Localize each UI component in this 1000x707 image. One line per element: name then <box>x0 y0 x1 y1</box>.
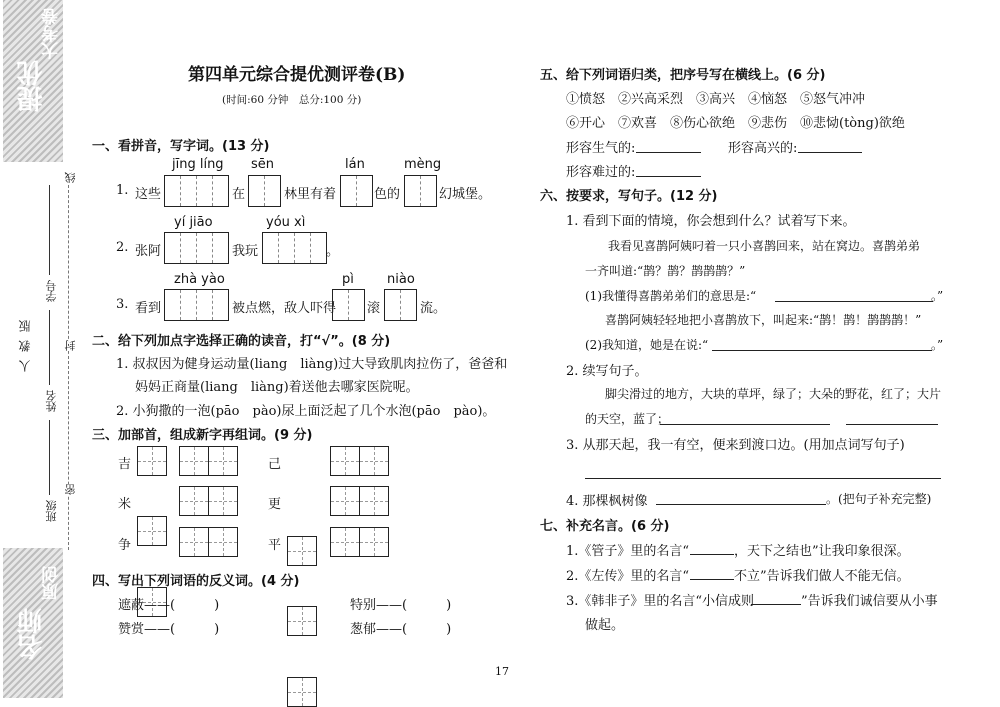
s6-passage-3: 喜鹊阿姨轻轻地把小喜鹊放下，叫起来:“鹊！鹊！鹊鹊鹊！” <box>605 313 922 327</box>
pinyin-jingling: jīng líng <box>172 157 224 172</box>
s6-answer-2-blank[interactable] <box>712 335 932 351</box>
brand-bottom-title: 名师 <box>17 608 47 660</box>
radical-box-geng[interactable] <box>287 606 317 636</box>
word-boxes-ji2[interactable] <box>330 446 389 476</box>
s7-blank-1[interactable] <box>690 539 734 555</box>
s6-continue-blank-2[interactable] <box>846 409 938 425</box>
pinyin-meng: mèng <box>404 157 442 172</box>
sidebar <box>0 0 77 698</box>
s2-line-1: 1. 叔叔因为健身运动量(liang liàng)过大导致肌肉拉伤了，爸爸和 <box>116 357 508 372</box>
s6-answer-1-end: 。” <box>931 289 944 303</box>
section-2-heading: 二、给下列加点字选择正确的读音，打“√”。(8 分) <box>92 334 391 349</box>
class-field-label: 班级 <box>45 500 58 522</box>
word-boxes-ji-1[interactable] <box>179 446 238 476</box>
radical-box-ji2[interactable] <box>287 536 317 566</box>
name-field-line <box>49 310 50 385</box>
s6-answer-2-end: 。” <box>931 338 944 352</box>
antonym-item-4[interactable]: 葱郁——( ) <box>350 622 452 637</box>
answer-grid-youxi[interactable] <box>262 232 327 264</box>
s5-happy-blank[interactable] <box>798 136 862 153</box>
radical-char-geng: 更 <box>268 497 282 512</box>
s5-word-row-1: ①愤怒 ②兴高采烈 ③高兴 ④恼怒 ⑤怒气冲冲 <box>566 92 866 107</box>
s6-continue-blank-1[interactable] <box>660 409 830 425</box>
radical-char-ji2: 己 <box>268 457 282 472</box>
name-field-label: 姓名 <box>45 390 58 412</box>
word-boxes-zheng-1[interactable] <box>179 527 238 557</box>
brand-title: 提优 <box>17 60 47 112</box>
section-3-heading: 三、加部首，组成新字再组词。(9 分) <box>92 428 313 443</box>
section-7-heading: 七、补充名言。(6 分) <box>540 519 670 534</box>
s5-angry-blank[interactable] <box>636 136 701 153</box>
q2-num: 2. <box>116 240 129 255</box>
section-5-heading: 五、给下列词语归类，把序号写在横线上。(6 分) <box>540 68 826 83</box>
section-6-heading: 六、按要求，写句子。(12 分) <box>540 189 718 204</box>
s6-passage-4: 脚尖滑过的地方，大块的草坪，绿了；大朵的野花，红了；大片 <box>605 387 942 401</box>
radical-box-mi[interactable] <box>137 516 167 546</box>
s6-passage-5: 的天空，蓝了； <box>585 412 670 426</box>
radical-box-ping[interactable] <box>287 677 317 707</box>
answer-grid-jingling[interactable] <box>164 175 229 207</box>
answer-grid-zhayao[interactable] <box>164 289 229 321</box>
word-boxes-ping[interactable] <box>330 527 389 557</box>
pinyin-yijiao: yí jiāo <box>174 215 213 230</box>
pinyin-zhayao: zhà yào <box>174 272 225 287</box>
brand-band-bottom <box>3 548 63 698</box>
q1-text-4: 色的 <box>374 187 401 202</box>
answer-grid-meng[interactable] <box>404 175 437 207</box>
s6-q4: 4. 那棵枫树像 <box>566 494 648 509</box>
s6-q1: 1. 看到下面的情境，你会想到什么？试着写下来。 <box>566 214 856 229</box>
word-boxes-geng[interactable] <box>330 486 389 516</box>
s5-sad-label: 形容难过的: <box>566 165 636 180</box>
s6-answer-1-prompt: (1)我懂得喜鹊弟弟们的意思是:“ <box>585 289 757 303</box>
class-field-line <box>49 420 50 495</box>
brand-band-top <box>3 0 63 162</box>
q1-num: 1. <box>116 183 129 198</box>
q1-text-2: 在 <box>232 187 246 202</box>
cut-mark-seal: 封 <box>64 340 77 351</box>
s7-line-1-a: 1.《管子》里的名言“ <box>566 544 690 559</box>
pinyin-lan: lán <box>345 157 365 172</box>
radical-char-ping: 平 <box>268 538 282 553</box>
answer-grid-pi[interactable] <box>332 289 365 321</box>
q2-text-1: 张阿 <box>135 244 162 259</box>
id-field-label: 学号 <box>45 280 58 302</box>
q3-text-2: 被点燃，敌人吓得 <box>232 301 337 316</box>
s2-line-2: 妈妈正商量(liang liàng)着送他去哪家医院呢。 <box>135 380 419 395</box>
q3-text-1: 看到 <box>135 301 162 316</box>
answer-grid-niao[interactable] <box>384 289 417 321</box>
s7-blank-3[interactable] <box>751 589 801 605</box>
s2-line-3: 2. 小狗撒的一泡(pāo pào)尿上面泛起了几个水泡(pāo pào)。 <box>116 404 496 419</box>
pinyin-youxi: yóu xì <box>266 215 306 230</box>
s7-line-1-b: ，天下之结也”让我印象很深。 <box>734 544 910 559</box>
s6-q4-blank[interactable] <box>656 489 826 505</box>
s7-line-3-a: 3.《韩非子》里的名言“小信成则 <box>566 594 755 609</box>
q1-text-5: 幻城堡。 <box>439 187 492 202</box>
section-1-heading: 一、看拼音，写字词。(13 分) <box>92 139 270 154</box>
answer-grid-lan[interactable] <box>340 175 373 207</box>
s6-q4-end: 。(把句子补充完整) <box>826 492 932 506</box>
s7-line-2-a: 2.《左传》里的名言“ <box>566 569 690 584</box>
s6-answer-2-prompt: (2)我知道，她是在说:“ <box>585 338 709 352</box>
cut-mark-secret: 密 <box>64 484 77 495</box>
q3-num: 3. <box>116 297 129 312</box>
id-field-line <box>49 185 50 275</box>
pinyin-niao: niào <box>387 272 415 287</box>
radical-box-ji[interactable] <box>137 446 167 476</box>
brand-subtitle: 大考卷 <box>42 8 62 59</box>
s7-line-3-b: ”告诉我们诚信要从小事 <box>801 594 938 609</box>
section-4-heading: 四、写出下列词语的反义词。(4 分) <box>92 574 300 589</box>
s6-passage-2: 一齐叫道:“鹊？鹊？鹊鹊鹊？” <box>585 264 746 278</box>
q2-text-3: 。 <box>326 244 340 259</box>
s7-blank-2[interactable] <box>690 564 734 580</box>
antonym-item-1[interactable]: 遮蔽——( ) <box>118 598 220 613</box>
radical-char-mi: 米 <box>118 497 132 512</box>
s6-q3: 3. 从那天起，我一有空，便来到渡口边。(用加点词写句子) <box>566 438 905 453</box>
radical-char-ji: 吉 <box>118 457 132 472</box>
word-boxes-mi-1[interactable] <box>179 486 238 516</box>
s5-happy-label: 形容高兴的: <box>728 141 798 156</box>
q1-text-1: 这些 <box>135 187 162 202</box>
s7-line-3-c: 做起。 <box>585 618 625 633</box>
brand-bottom-subtitle: 原创 <box>42 566 62 600</box>
s5-word-row-2: ⑥开心 ⑦欢喜 ⑧伤心欲绝 ⑨悲伤 ⑩悲恸(tòng)欲绝 <box>566 116 905 131</box>
q3-text-4: 流。 <box>420 301 447 316</box>
q3-text-3: 滚 <box>367 301 381 316</box>
answer-grid-sen[interactable] <box>248 175 281 207</box>
s6-q3-blank[interactable] <box>585 462 941 479</box>
pinyin-sen: sēn <box>251 157 275 172</box>
s6-answer-1-blank[interactable] <box>775 286 933 302</box>
answer-grid-yijiao[interactable] <box>164 232 229 264</box>
s6-passage-1: 我看见喜鹊阿姨叼着一只小喜鹊回来，站在窝边。喜鹊弟弟 <box>608 239 921 253</box>
antonym-item-3[interactable]: 赞赏——( ) <box>118 622 220 637</box>
page-subtitle: (时间:60 分钟 总分:100 分) <box>222 94 362 106</box>
s5-sad-blank[interactable] <box>636 160 701 177</box>
publisher-label: 人教版 <box>18 312 32 372</box>
page-title: 第四单元综合提优测评卷(B) <box>188 65 406 85</box>
q2-text-2: 我玩 <box>232 244 259 259</box>
s7-line-2-b: 不立”告诉我们做人不能无信。 <box>734 569 910 584</box>
s5-angry-label: 形容生气的: <box>566 141 636 156</box>
pinyin-pi: pì <box>342 272 354 287</box>
s6-q2: 2. 续写句子。 <box>566 364 648 379</box>
antonym-item-2[interactable]: 特别——( ) <box>350 598 452 613</box>
cut-mark-line: 线 <box>64 172 77 183</box>
q1-text-3: 林里有着 <box>284 187 337 202</box>
page-number: 17 <box>495 665 509 678</box>
radical-char-zheng: 争 <box>118 538 132 553</box>
